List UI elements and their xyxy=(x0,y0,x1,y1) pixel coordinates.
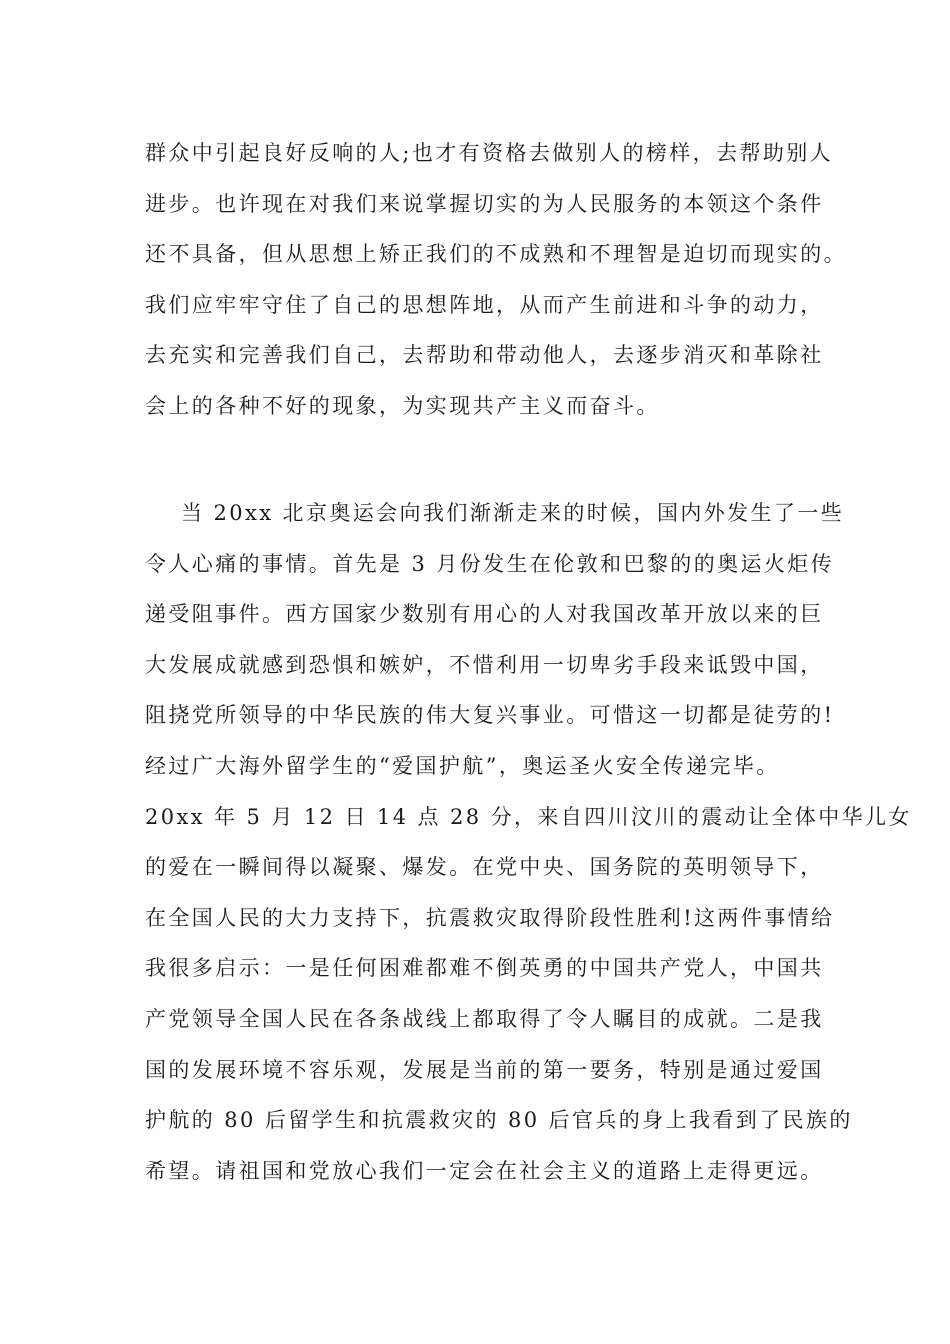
text-line: 群众中引起良好反响的人;也才有资格去做别人的榜样，去帮助别人 xyxy=(145,141,834,165)
paragraph-2 xyxy=(145,488,912,1196)
text-line: 还不具备，但从思想上矫正我们的不成熟和不理智是迫切而现实的。 xyxy=(145,242,847,267)
text-line: 国的发展环境不容乐观，发展是当前的第一要务，特别是通过爱国 xyxy=(145,1057,824,1082)
text-line: 经过广大海外留学生的“爱国护航”，奥运圣火安全传递完毕。 xyxy=(145,753,780,778)
text-line: 大发展成就感到恐惧和嫉妒，不惜利用一切卑劣手段来诋毁中国， xyxy=(145,652,824,677)
text-line: 我们应牢牢守住了自己的思想阵地，从而产生前进和斗争的动力， xyxy=(145,292,824,317)
text-line: 希望。请祖国和党放心我们一定会在社会主义的道路上走得更远。 xyxy=(145,1158,824,1183)
text-line: 令人心痛的事情。首先是 3 月份发生在伦敦和巴黎的的奥运火炬传 xyxy=(145,551,835,576)
text-line: 阻挠党所领导的中华民族的伟大复兴事业。可惜这一切都是徒劳的! xyxy=(145,703,835,728)
text-line: 在全国人民的大力支持下，抗震救灾取得阶段性胜利!这两件事情给 xyxy=(145,905,835,930)
text-line: 的爱在一瞬间得以凝聚、爆发。在党中央、国务院的英明领导下， xyxy=(145,855,824,880)
text-line: 进步。也许现在对我们来说掌握切实的为人民服务的本领这个条件 xyxy=(145,191,824,216)
paragraph-1 xyxy=(145,128,847,432)
text-line: 会上的各种不好的现象，为实现共产主义而奋斗。 xyxy=(145,393,660,418)
text-line: 20xx 年 5 月 12 日 14 点 28 分，来自四川汶川的震动让全体中华儿女 xyxy=(145,804,912,829)
text-line: 递受阻事件。西方国家少数别有用心的人对我国改革开放以来的巨 xyxy=(145,602,824,627)
text-line: 产党领导全国人民在各条战线上都取得了令人瞩目的成就。二是我 xyxy=(145,1006,824,1031)
text-line: 护航的 80 后留学生和抗震救灾的 80 后官兵的身上我看到了民族的 xyxy=(145,1108,853,1133)
text-line: 当 20xx 北京奥运会向我们渐渐走来的时候，国内外发生了一些 xyxy=(181,501,845,525)
text-line: 去充实和完善我们自己，去帮助和带动他人，去逐步消灭和革除社 xyxy=(145,343,824,368)
text-line: 我很多启示：一是任何困难都难不倒英勇的中国共产党人，中国共 xyxy=(145,956,824,981)
